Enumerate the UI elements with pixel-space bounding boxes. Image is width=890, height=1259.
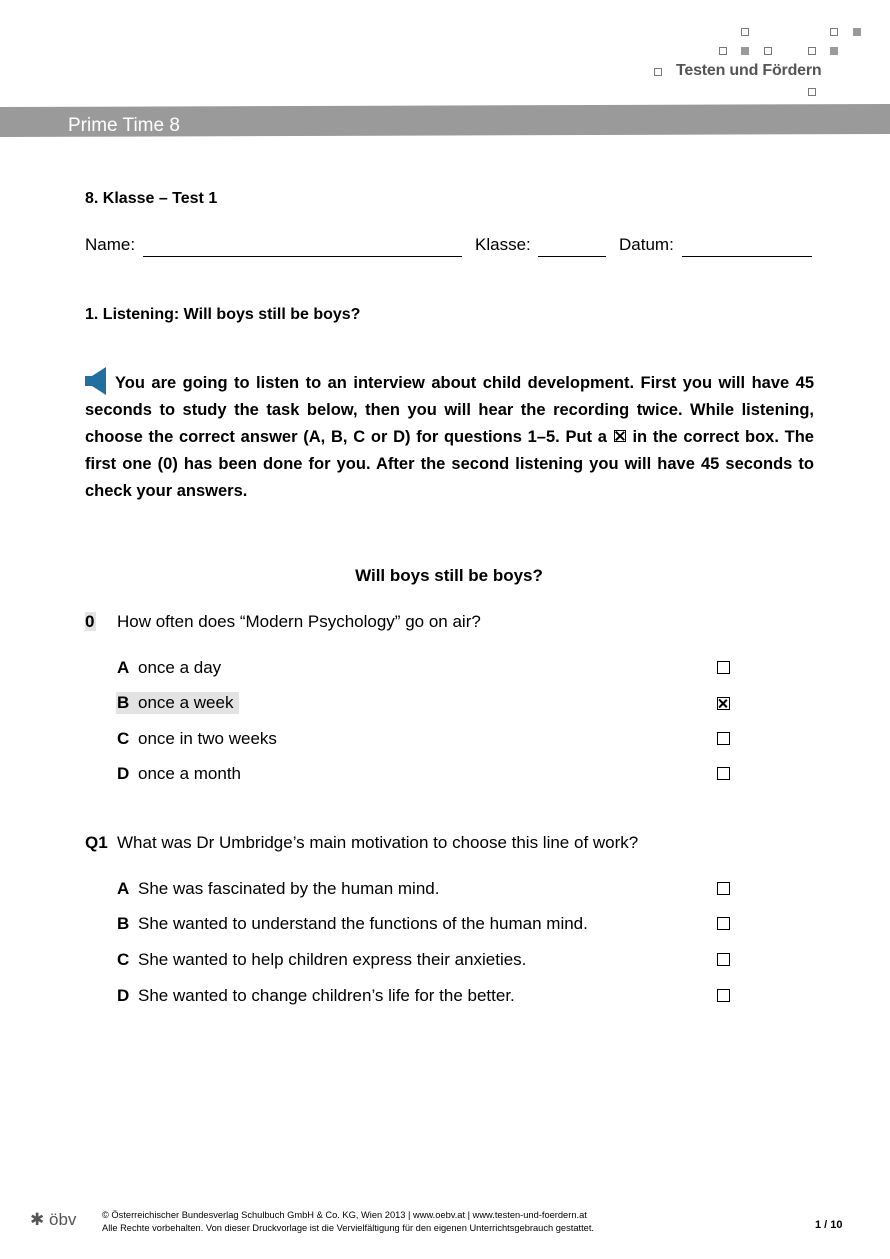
logo-square bbox=[808, 88, 816, 96]
answer-checkbox[interactable] bbox=[717, 767, 730, 780]
publisher-logo-text: öbv bbox=[48, 1210, 77, 1229]
option-letter: B bbox=[117, 693, 130, 712]
option-letter: B bbox=[117, 914, 130, 933]
band-title: Prime Time 8 bbox=[68, 115, 180, 136]
instructions-text: You are going to listen to an interview about child development. First you will have 45 seconds to study the task below, then you will hear the recording twice. While listening, choose the correct answer (A, B, C or D) for questions 1–5. Put a bbox=[85, 374, 814, 446]
option-text: once in two weeks bbox=[138, 729, 277, 748]
option-letter: D bbox=[117, 986, 130, 1005]
name-field[interactable] bbox=[143, 256, 462, 257]
page-number: 1 / 10 bbox=[815, 1219, 843, 1231]
asterisk-logo-icon: ✱ bbox=[30, 1210, 45, 1229]
date-label: Datum: bbox=[619, 235, 674, 254]
question-text: What was Dr Umbridge’s main motivation to choose this line of work? bbox=[117, 833, 639, 852]
task-title: 1. Listening: Will boys still be boys? bbox=[85, 306, 361, 323]
logo-square bbox=[830, 47, 838, 55]
logo-square bbox=[741, 47, 749, 55]
option-letter: C bbox=[117, 729, 130, 748]
logo-square bbox=[808, 47, 816, 55]
option-letter: A bbox=[117, 658, 130, 677]
name-label: Name: bbox=[85, 235, 136, 254]
logo-square bbox=[654, 68, 662, 76]
option-letter: C bbox=[117, 950, 130, 969]
question-number: Q1 bbox=[85, 833, 108, 852]
class-field[interactable] bbox=[538, 256, 606, 257]
logo-square bbox=[764, 47, 772, 55]
answer-checkbox-checked[interactable] bbox=[717, 697, 730, 710]
copyright-line: Alle Rechte vorbehalten. Von dieser Druckvorlage ist die Vervielfältigung für den eigenen Unterrichtsgebrauch gestattet. bbox=[102, 1222, 594, 1233]
option-letter: D bbox=[117, 764, 130, 783]
answer-checkbox[interactable] bbox=[717, 882, 730, 895]
question-number: 0 bbox=[85, 612, 95, 631]
answer-checkbox[interactable] bbox=[717, 732, 730, 745]
copyright-line: © Österreichischer Bundesverlag Schulbuch GmbH & Co. KG, Wien 2013 | www.oebv.at | www.testen-und-foerdern.at bbox=[102, 1210, 587, 1220]
test-heading: 8. Klasse – Test 1 bbox=[85, 190, 218, 207]
logo-square bbox=[830, 28, 838, 36]
option-text: once a day bbox=[138, 658, 222, 677]
option-text: She wanted to help children express their anxieties. bbox=[138, 950, 527, 969]
option-text: She was fascinated by the human mind. bbox=[138, 879, 440, 898]
option-text: once a week bbox=[138, 693, 234, 712]
logo-text: Testen und Fördern bbox=[676, 62, 822, 79]
answer-checkbox[interactable] bbox=[717, 953, 730, 966]
logo-square bbox=[853, 28, 861, 36]
footer-copyright bbox=[102, 1209, 594, 1234]
option-text: She wanted to change children’s life for the better. bbox=[138, 986, 515, 1005]
question-text: How often does “Modern Psychology” go on air? bbox=[117, 612, 481, 631]
option-letter: A bbox=[117, 879, 130, 898]
option-text: She wanted to understand the functions of the human mind. bbox=[138, 914, 588, 933]
option-text: once a month bbox=[138, 764, 242, 783]
instructions-text: in the correct box. The first one (0) has been done for you. After the second listening you will have 45 seconds to check your answers. bbox=[85, 428, 814, 500]
logo-square bbox=[719, 47, 727, 55]
publisher-logo bbox=[30, 1210, 76, 1230]
section-title: Will boys still be boys? bbox=[355, 566, 543, 585]
logo-square bbox=[741, 28, 749, 36]
class-label: Klasse: bbox=[475, 235, 531, 254]
answer-checkbox[interactable] bbox=[717, 989, 730, 1002]
answer-checkbox[interactable] bbox=[717, 917, 730, 930]
answer-checkbox[interactable] bbox=[717, 661, 730, 674]
date-field[interactable] bbox=[682, 256, 812, 257]
task-instructions bbox=[85, 370, 814, 505]
checked-box-icon bbox=[614, 430, 626, 442]
